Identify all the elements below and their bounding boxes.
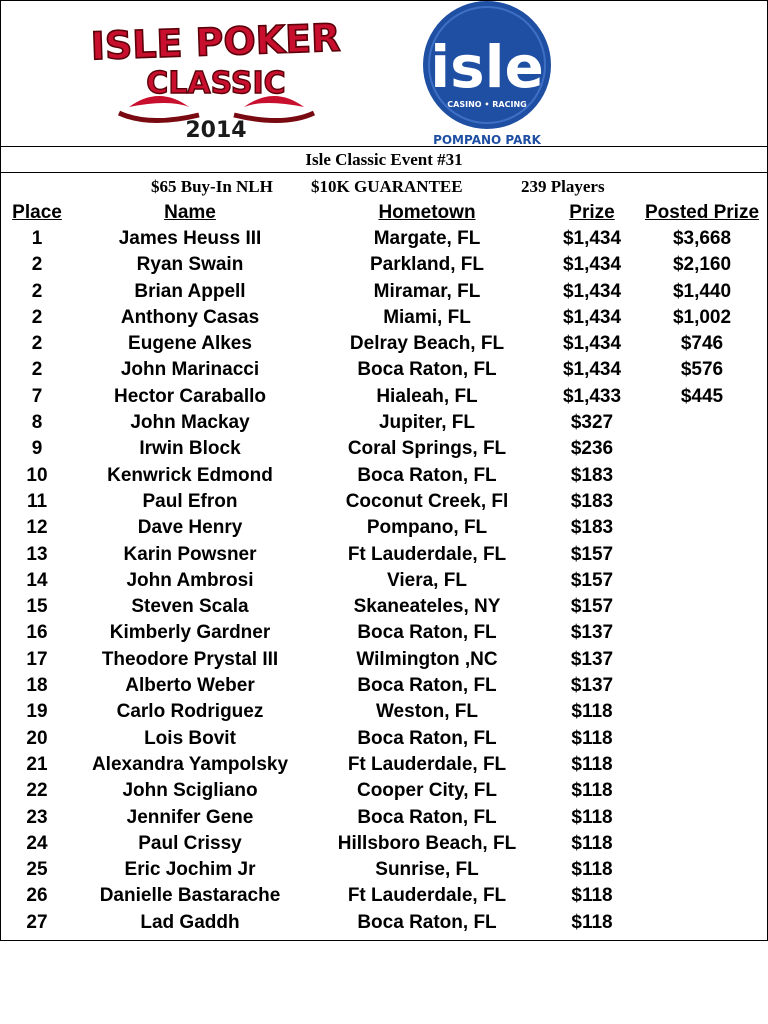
cell-prize: $137 [570, 648, 614, 670]
cell-hometown: Ft Lauderdale, FL [347, 885, 507, 907]
table-row [1, 305, 767, 331]
table-row [1, 857, 767, 883]
cell-name: Paul Efron [142, 490, 238, 512]
cell-hometown: Miramar, FL [373, 280, 481, 302]
cell-name: Alberto Weber [125, 675, 255, 697]
cell-hometown: Coconut Creek, Fl [345, 490, 509, 512]
cell-prize: $1,434 [562, 254, 622, 276]
cell-place: 13 [26, 543, 48, 565]
header-name: Name [164, 202, 216, 223]
cell-place: 16 [26, 622, 48, 644]
table-row [1, 252, 767, 278]
cell-prize: $1,434 [562, 228, 622, 249]
cell-hometown: Cooper City, FL [356, 780, 498, 802]
table-row [1, 647, 767, 673]
cell-place: 26 [26, 885, 48, 907]
cell-prize: $183 [570, 464, 614, 486]
cell-place: 25 [26, 859, 48, 881]
cell-name: Lois Bovit [144, 727, 236, 749]
cell-name: Karin Powsner [123, 543, 257, 565]
cell-name: Brian Appell [134, 280, 246, 302]
cell-posted-prize: $1,002 [672, 306, 732, 328]
table-row [1, 699, 767, 725]
players-text: 239 Players [521, 177, 605, 196]
header-posted-prize: Posted Prize [644, 202, 760, 223]
cell-place: 2 [31, 333, 43, 355]
cell-name: John Mackay [130, 412, 250, 434]
cell-hometown: Delray Beach, FL [349, 333, 505, 355]
cell-name: Ryan Swain [136, 254, 244, 276]
cell-place: 19 [26, 701, 48, 723]
cell-place: 24 [26, 832, 48, 854]
cell-hometown: Sunrise, FL [375, 859, 479, 881]
cell-prize: $118 [571, 701, 613, 723]
cell-prize: $118 [571, 911, 613, 933]
cell-name: Eugene Alkes [128, 333, 252, 355]
cell-name: Steven Scala [131, 596, 249, 618]
table-row [1, 436, 767, 462]
table-row [1, 752, 767, 778]
cell-hometown: Skaneateles, NY [353, 596, 501, 618]
table-row [1, 331, 767, 357]
cell-prize: $137 [570, 622, 614, 644]
cell-place: 20 [26, 727, 48, 749]
cell-name: Dave Henry [137, 517, 243, 539]
cell-prize: $157 [570, 543, 614, 565]
isle-casino-logo [419, 1, 559, 147]
cell-name: Lad Gaddh [140, 911, 240, 933]
cell-name: Paul Crissy [138, 832, 242, 854]
cell-prize: $137 [570, 675, 614, 697]
cell-place: 2 [31, 359, 43, 381]
cell-prize: $236 [570, 438, 614, 460]
table-row [1, 515, 767, 541]
cell-place: 1 [31, 228, 43, 249]
table-row [1, 805, 767, 831]
event-title: Isle Classic Event #31 [1, 148, 767, 173]
cell-name: Kenwrick Edmond [107, 464, 273, 486]
cell-name: Alexandra Yampolsky [91, 753, 289, 775]
table-row [1, 594, 767, 620]
cell-hometown: Coral Springs, FL [347, 438, 507, 460]
cell-place: 18 [26, 675, 48, 697]
cell-prize: $183 [570, 517, 614, 539]
table-row [1, 489, 767, 515]
column-header-row [1, 200, 767, 226]
cell-place: 27 [26, 911, 48, 933]
results-table [1, 226, 767, 936]
cell-hometown: Viera, FL [387, 569, 467, 591]
cell-place: 2 [31, 254, 43, 276]
cell-place: 9 [31, 438, 43, 460]
cell-posted-prize: $3,668 [672, 228, 732, 249]
cell-name: Kimberly Gardner [109, 622, 271, 644]
cell-hometown: Margate, FL [373, 228, 481, 249]
isle-poker-classic-logo [89, 15, 342, 143]
cell-posted-prize: $1,440 [672, 280, 732, 302]
cell-name: Theodore Prystal III [101, 648, 279, 670]
cell-place: 14 [26, 569, 48, 591]
cell-place: 8 [31, 412, 43, 434]
cell-hometown: Weston, FL [375, 701, 479, 723]
cell-posted-prize: $445 [680, 385, 724, 407]
cell-hometown: Jupiter, FL [378, 412, 476, 434]
logo-year: 2014 [185, 118, 247, 143]
cell-posted-prize: $746 [680, 333, 724, 355]
table-row [1, 910, 767, 936]
cell-hometown: Boca Raton, FL [357, 464, 497, 486]
cell-place: 12 [26, 517, 48, 539]
table-row [1, 226, 767, 252]
cell-name: John Ambrosi [126, 569, 254, 591]
cell-name: Carlo Rodriguez [116, 701, 264, 723]
cell-name: Jennifer Gene [126, 806, 254, 828]
cell-place: 11 [26, 490, 48, 512]
cell-hometown: Boca Raton, FL [357, 806, 497, 828]
cell-prize: $118 [571, 832, 613, 854]
cell-name: Anthony Casas [120, 306, 260, 328]
cell-hometown: Miami, FL [383, 306, 471, 328]
logo-brand: isle [430, 33, 544, 101]
cell-prize: $327 [570, 412, 614, 434]
cell-hometown: Parkland, FL [369, 254, 485, 276]
logo-line2: CLASSIC [146, 66, 286, 101]
header-prize: Prize [569, 202, 615, 223]
cell-hometown: Boca Raton, FL [357, 675, 497, 697]
cell-place: 15 [26, 596, 48, 618]
cell-place: 2 [31, 306, 43, 328]
table-row [1, 831, 767, 857]
cell-prize: $183 [570, 490, 614, 512]
cell-place: 17 [26, 648, 48, 670]
cell-place: 21 [26, 753, 48, 775]
table-row [1, 410, 767, 436]
logo-tagline: CASINO • RACING [447, 100, 527, 109]
cell-prize: $118 [571, 727, 613, 749]
table-row [1, 778, 767, 804]
cell-hometown: Boca Raton, FL [357, 727, 497, 749]
table-row [1, 568, 767, 594]
cell-place: 2 [31, 280, 43, 302]
logo-line1: ISLE POKER [89, 15, 342, 69]
cell-hometown: Hialeah, FL [376, 385, 478, 407]
cell-hometown: Hillsboro Beach, FL [337, 832, 517, 854]
cell-name: Irwin Block [139, 438, 241, 460]
table-row [1, 357, 767, 383]
cell-prize: $1,433 [562, 385, 622, 407]
table-row [1, 620, 767, 646]
buyin-text: $65 Buy-In NLH [151, 177, 273, 196]
cell-prize: $1,434 [562, 333, 622, 355]
cell-hometown: Boca Raton, FL [357, 622, 497, 644]
header-hometown: Hometown [378, 202, 476, 223]
cell-prize: $118 [571, 780, 613, 802]
cell-prize: $118 [571, 859, 613, 881]
table-row [1, 883, 767, 909]
cell-posted-prize: $2,160 [672, 254, 732, 276]
cell-prize: $118 [571, 753, 613, 775]
cell-place: 10 [26, 464, 48, 486]
guarantee-text: $10K GUARANTEE [311, 177, 463, 196]
cell-prize: $118 [571, 885, 613, 907]
cell-posted-prize: $576 [680, 359, 724, 381]
cell-name: John Scigliano [122, 780, 258, 802]
cell-prize: $1,434 [562, 280, 622, 302]
table-row [1, 384, 767, 410]
cell-name: Hector Caraballo [113, 385, 267, 407]
cell-place: 23 [26, 806, 48, 828]
table-row [1, 463, 767, 489]
table-row [1, 726, 767, 752]
cell-prize: $118 [571, 806, 613, 828]
table-row [1, 279, 767, 305]
cell-hometown: Wilmington ,NC [356, 648, 498, 670]
cell-hometown: Ft Lauderdale, FL [347, 543, 507, 565]
cell-name: Eric Jochim Jr [124, 859, 256, 881]
header [1, 1, 767, 147]
cell-name: Danielle Bastarache [99, 885, 281, 907]
cell-hometown: Pompano, FL [366, 517, 488, 539]
cell-hometown: Boca Raton, FL [357, 911, 497, 933]
cell-prize: $1,434 [562, 359, 622, 381]
cell-name: James Heuss III [118, 228, 262, 249]
header-place: Place [12, 202, 62, 223]
cell-place: 7 [31, 385, 43, 407]
cell-name: John Marinacci [120, 359, 260, 381]
cell-prize: $157 [570, 596, 614, 618]
table-row [1, 542, 767, 568]
cell-hometown: Boca Raton, FL [357, 359, 497, 381]
cell-prize: $157 [570, 569, 614, 591]
table-row [1, 673, 767, 699]
cell-place: 22 [26, 780, 48, 802]
cell-hometown: Ft Lauderdale, FL [347, 753, 507, 775]
cell-prize: $1,434 [562, 306, 622, 328]
logo-location: POMPANO PARK [433, 133, 541, 147]
